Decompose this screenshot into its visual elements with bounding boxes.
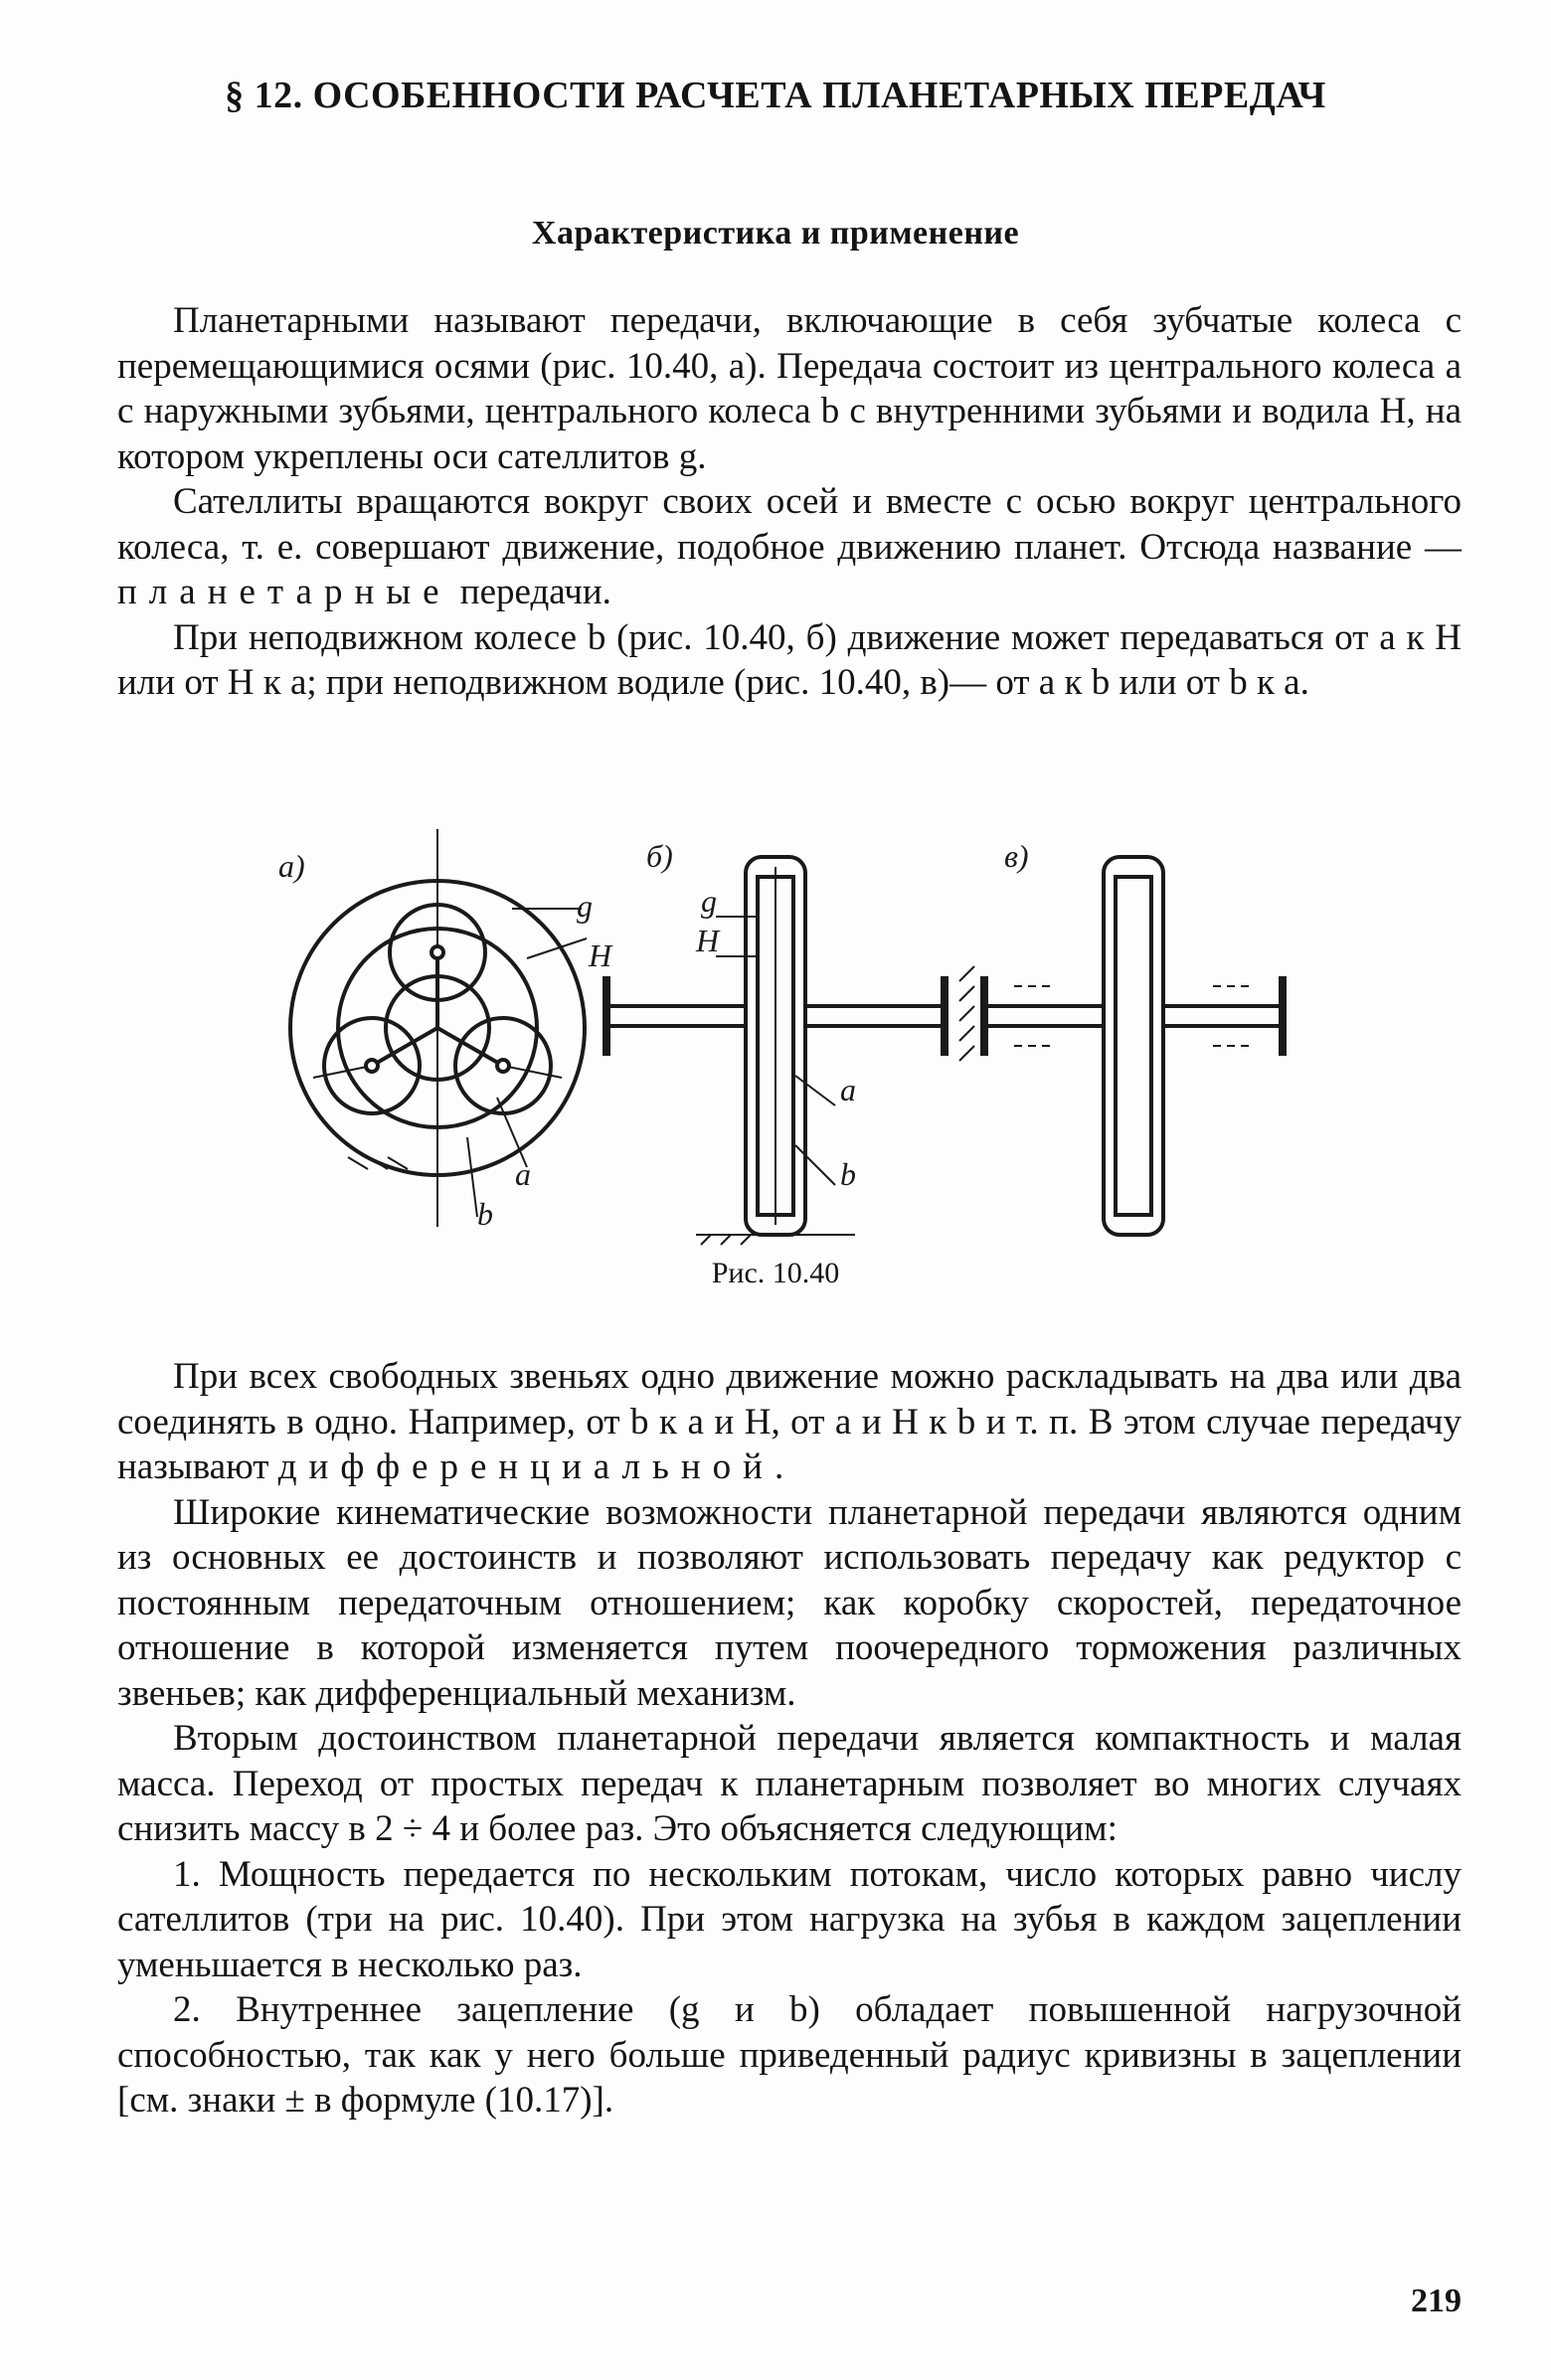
letter-a-fig-a: a (515, 1156, 531, 1192)
paragraph-4 (117, 1354, 1462, 1490)
section-title: § 12. ОСОБЕННОСТИ РАСЧЕТА ПЛАНЕТАРНЫХ ПЕРЕДАЧ (225, 75, 1326, 116)
planetary-gear-section-fixed-carrier (959, 857, 1283, 1235)
figure-10-40 (258, 807, 1302, 1324)
figure-label-a: а) (278, 848, 305, 884)
paragraph-1: Планетарными называют передачи, включающие в себя зубчатые колеса с перемещающимися осями (рис. 10.40, а). Передача состоит из центрального колеса а с наружными зубьями, центрального колеса b с внутренними зубьями и водила H, на котором укреплены оси сателлитов g. (117, 300, 1462, 477)
page-number: 219 (1411, 2283, 1462, 2319)
letter-g-fig-a: g (577, 888, 593, 924)
letter-H-fig-b: H (696, 923, 720, 958)
top-text (117, 298, 1462, 706)
paragraph-3: При неподвижном колесе b (рис. 10.40, б) движение может передаваться от а к H или от H к а; при неподвижном водиле (рис. 10.40, в)— от а к b или от b к а. (117, 616, 1462, 703)
paragraph-2-end: передачи. (450, 572, 611, 612)
figure-label-v: в) (1004, 838, 1029, 874)
letter-a-fig-b: a (840, 1072, 856, 1107)
letter-b-fig-a: b (477, 1196, 493, 1232)
planetary-gear-section-fixed-ring (606, 857, 945, 1245)
figure-label-b: б) (646, 838, 673, 874)
paragraph-7: 1. Мощность передается по нескольким потокам, число которых равно числу сателлитов (три на рис. 10.40). При этом нагрузка на зубья в каждом зацеплении уменьшается в несколько раз. (117, 1853, 1462, 1985)
paragraph-5: Широкие кинематические возможности планетарной передачи являются одним из основных ее достоинств и позволяют использовать передачу как редуктор с постоянным передаточным отношением; как коробку скоростей, передаточное отношение в которой изменяется путем поочередного торможения различных звеньев; как дифференциальный механизм. (117, 1491, 1462, 1714)
letter-H-fig-a: H (589, 937, 612, 973)
letter-g-fig-b: g (701, 883, 717, 919)
paragraph-6: Вторым достоинством планетарной передачи является компактность и малая масса. Переход от простых передач к планетарным позволяет во многих случаях снизить массу в 2 ÷ 4 и более раз. Это объясняется следующим: (117, 1718, 1462, 1849)
paragraph-8: 2. Внутреннее зацепление (g и b) обладает повышенной нагрузочной способностью, так как у него больше приведенный радиус кривизны в зацеплении [см. знаки ± в формуле (10.17)]. (117, 1989, 1462, 2121)
letter-b-fig-b: b (840, 1156, 856, 1192)
subsection-title: Характеристика и применение (531, 215, 1020, 252)
paragraph-2-text: Сателлиты вращаются вокруг своих осей и вместе с осью вокруг центрального колеса, т. е. совершают движение, подобное движению планет. Отсюда название — (117, 481, 1462, 568)
planetary-gear-front-view (290, 829, 587, 1227)
spaced-term-differential: дифференциальной (277, 1446, 775, 1487)
paragraph-4-end: . (774, 1446, 784, 1487)
paragraph-2 (117, 479, 1462, 615)
figure-caption: Рис. 10.40 (711, 1257, 840, 1289)
bottom-text (117, 1354, 1462, 2124)
spaced-term-planetary: планетарные (117, 572, 451, 612)
paragraph-4-text: При всех свободных звеньях одно движение можно раскладывать на два или два соединять в одно. Например, от b к а и H, от а и H к b и т. п. В этом случае передачу называют (117, 1356, 1462, 1487)
figure-drawing (258, 807, 1302, 1324)
